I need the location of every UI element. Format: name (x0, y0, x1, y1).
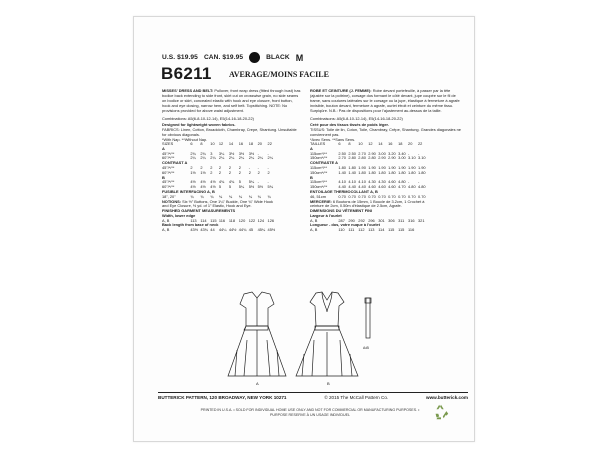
description: MISSES' DRESS AND BELT: Pullover, front wrap dress (fitted through bust) has bodice back extending to side front, skirt cut on crosswise grain, no side seams on bodice or skirt, concealed elastic with hook and eye closure, front button, hook and eye closing, narrow hem, and self belt. Topstitching. NOTE: No provisions provided for above waist adjustment. (162, 88, 301, 114)
table-cell: 2.80 (368, 155, 376, 161)
table-cell: 4½ (190, 184, 196, 190)
table-cell: 3½ (248, 150, 255, 156)
table-cell: 4.60 (368, 184, 376, 190)
table-cell: 2 (190, 164, 193, 170)
table-cell: 1.80 (368, 169, 376, 175)
table-cell: 118 (228, 217, 236, 223)
size-header-cell: 20 (257, 140, 262, 146)
table-cell: 111 (348, 227, 355, 233)
table-cell: - (408, 150, 410, 156)
table-cell: 3½ (228, 150, 235, 156)
table-cell: 0.70 (408, 193, 416, 199)
table-cell: 4.70 (398, 184, 406, 190)
table-cell: 0.70 (338, 193, 346, 199)
table-cell: 2.90 (388, 155, 396, 161)
table-cell: 4½ (210, 179, 216, 185)
label-ab: A•B (363, 346, 369, 350)
metrage-table (310, 142, 427, 233)
table-cell: 44½ (228, 227, 237, 233)
fabric-body-fr: TISSUS: Toile de lin, Coton, Toile, Chambray, Crêpe, Shantung. Grandes diagonales ne conviennent pas. (310, 126, 461, 137)
table-cell: 4.10 (338, 179, 346, 185)
size-header-cell: 18 (398, 140, 403, 146)
size-header-cell: 18 (248, 140, 254, 146)
table-cell: 1.80 (398, 169, 406, 175)
price-us: U.S. $19.95 (162, 54, 198, 61)
table-cell: 120 (238, 217, 246, 223)
row-label: 60"/*/** (162, 169, 175, 175)
table-cell: 1.90 (398, 164, 406, 170)
table-cell: 2¼ (190, 155, 196, 161)
table-cell: 2 (218, 164, 222, 170)
table-cell: 115 (388, 227, 395, 233)
table-cell: 301 (378, 217, 385, 223)
table-cell: 5¼ (238, 184, 245, 190)
table-cell: 4.40 (348, 184, 356, 190)
table-cell: 5 (218, 184, 222, 190)
table-cell: 4½ (200, 184, 206, 190)
section-title: FINISHED GARMENT MEASUREMENTS (162, 208, 236, 214)
combinations-fr: Combinaisons: A5(6-8-10-12-14), E5(14-16-18-20-22) (310, 116, 403, 122)
table-cell: 1½ (190, 169, 196, 175)
table-cell: 4.30 (378, 179, 386, 185)
french-column (310, 88, 462, 233)
belt-illustration (360, 296, 376, 346)
table-cell: 292 (358, 217, 365, 223)
table-cell: 287 (338, 217, 345, 223)
table-cell: 2 (218, 169, 222, 175)
size-header-cell: 8 (200, 140, 203, 146)
table-cell: 1.80 (348, 164, 356, 170)
table-cell: 44¼ (218, 227, 227, 233)
row-label: 60"/*/** (162, 155, 175, 161)
size-header-cell: 12 (218, 140, 224, 146)
size-header-cell: 16 (238, 140, 244, 146)
table-row (162, 228, 276, 233)
section-title: Longueur - dos, votre nuque à l'ourlet (310, 222, 380, 228)
size-header-cell: 6 (190, 140, 193, 146)
row-label: 45"/*/** (162, 150, 175, 156)
table-cell: 316 (408, 217, 415, 223)
section-title: Largeur à l'ourlet (310, 212, 342, 218)
table-cell: - (257, 179, 259, 185)
table-cell: 1.90 (378, 164, 386, 170)
table-cell: 306 (388, 217, 395, 223)
table-cell: ¾ (228, 193, 233, 199)
table-cell: 45 (248, 227, 254, 233)
section-title: A (162, 145, 165, 151)
table-cell: 4.60 (378, 184, 386, 190)
table-cell: 4.10 (348, 179, 356, 185)
table-cell: 2 (200, 164, 203, 170)
table-cell: 311 (398, 217, 405, 223)
table-cell: 2 (257, 169, 260, 175)
table-cell: 1.90 (408, 164, 416, 170)
table-cell: 5½ (248, 184, 255, 190)
table-row (310, 228, 427, 233)
table-cell: - (267, 150, 269, 156)
table-cell: 45¼ (257, 227, 266, 233)
fabric-title: Designed for lightweight woven fabrics. (162, 121, 236, 127)
table-cell: - (257, 164, 259, 170)
table-cell: 2¾ (200, 150, 206, 156)
table-cell: 2.90 (378, 155, 386, 161)
table-cell: 44 (210, 227, 215, 233)
size-header-cell: 16 (388, 140, 393, 146)
table-cell: - (267, 164, 269, 170)
table-cell: 1.80 (388, 169, 396, 175)
table-cell: 3.10 (418, 155, 426, 161)
table-cell: 0.70 (348, 193, 356, 199)
table-cell: ¾ (267, 193, 271, 199)
row-label: 150cm*/** (310, 184, 328, 190)
section-title: CONTRASTE A (310, 160, 338, 166)
table-cell: 2¼ (248, 155, 255, 161)
row-label: 115cm*/** (310, 164, 328, 170)
table-cell: 3.00 (378, 150, 386, 156)
table-cell: 110 (338, 227, 345, 233)
table-cell: 2 (210, 169, 213, 175)
table-cell: 0.70 (368, 193, 376, 199)
table-cell: 5½ (257, 184, 264, 190)
size-header-cell: 8 (348, 140, 351, 146)
table-cell: 4.10 (358, 179, 366, 185)
table-cell: 2¼ (200, 155, 206, 161)
nap-note: *With Nap. **Without Nap. (162, 136, 208, 142)
table-cell: 0.70 (388, 193, 396, 199)
table-cell: 5 (228, 184, 231, 190)
table-cell: 2¼ (228, 155, 235, 161)
table-cell: 3.20 (388, 150, 396, 156)
table-cell: - (248, 164, 251, 170)
table-cell: - (408, 179, 410, 185)
table-cell: 1.80 (408, 169, 416, 175)
row-label: 60"/*/** (162, 184, 175, 190)
table-cell: 2.80 (358, 155, 366, 161)
section-title: B (310, 174, 313, 180)
table-cell: 1.90 (418, 164, 426, 170)
section-title: ENTOILAGE THERMOCOLLANT A, B (310, 188, 378, 194)
sizes-label: TAILLES (310, 140, 326, 146)
table-cell: 1.80 (418, 169, 426, 175)
table-cell: ¾ (200, 193, 204, 199)
dress-b-illustration (292, 290, 362, 382)
table-cell: 2 (248, 169, 251, 175)
table-cell: 2¼ (218, 155, 225, 161)
table-cell: 1.40 (348, 169, 356, 175)
row-label: A, B (162, 227, 170, 233)
row-label: 115cm*/** (310, 150, 328, 156)
table-cell: 124 (257, 217, 265, 223)
table-cell: 5¾ (267, 184, 273, 190)
table-cell: 113 (368, 227, 375, 233)
table-cell: 2¾ (190, 150, 196, 156)
table-cell: 126 (267, 217, 275, 223)
table-cell: - (267, 179, 269, 185)
nap-note-fr: *Avec Sens. **Sans Sens. (310, 136, 356, 142)
table-cell: 116 (218, 217, 226, 223)
color-label: BLACK (266, 54, 290, 61)
table-cell: 43¾ (200, 227, 208, 233)
website: www.butterick.com (426, 395, 468, 400)
table-cell: 0.70 (398, 193, 406, 199)
label-b: B (327, 381, 330, 386)
row-label: 46, 51cm (310, 193, 327, 199)
table-cell: 0.70 (358, 193, 366, 199)
description-fr: ROBE ET CEINTURE (J. FEMME): Robe devant portefeuille, à passer par la tête (ajustée sur la poitrine), corsage dos formant le côté devant, jupe coupée sur le fil de trame, sans coutures latérales sur le corsage ou la jupe, élastique à fermeture à agrafe invisible, bouton devant, fermeture à agrafe, ourlet étroit et ceinture du même tissu. Surpiqûre. N.B.: Pas de dispositions pour l'ajustement au-dessus de la taille. (310, 88, 460, 114)
table-cell: 5¼ (248, 179, 255, 185)
section-title: Width, lower edge (162, 212, 196, 218)
table-cell: 2.50 (338, 150, 346, 156)
table-cell: 2.90 (368, 150, 376, 156)
table-cell: 4.80 (418, 184, 426, 190)
size-header-cell: 12 (368, 140, 373, 146)
size-header-cell: 10 (210, 140, 215, 146)
difficulty-label: AVERAGE/MOINS FACILE (229, 70, 329, 79)
row-label: A, B (162, 217, 170, 223)
table-cell: 4.40 (358, 184, 366, 190)
company-address: BUTTERICK PATTERN, 120 BROADWAY, NEW YORK 10271 (158, 395, 287, 400)
table-cell: ¾ (238, 193, 243, 199)
fabric-title-fr: Créé pour des tissus tissés de poids léger. (310, 121, 389, 127)
table-cell: 4.60 (388, 179, 396, 185)
table-cell: 0.70 (418, 193, 426, 199)
table-cell: 1.80 (378, 169, 386, 175)
table-cell: 4.40 (338, 184, 346, 190)
table-cell: 1.40 (338, 169, 346, 175)
table-cell: 1.90 (358, 164, 366, 170)
table-cell: ¾ (218, 193, 223, 199)
table-cell: - (257, 150, 259, 156)
notions: NOTIONS: Six ½" Buttons, One 1¼" Buckle, One ¾" Wide Hook and Eye Closure, ½ yd. of 1" Elastic, Hook and Eye. (162, 198, 273, 209)
table-cell: 1.80 (358, 169, 366, 175)
table-cell: 0.70 (378, 193, 386, 199)
table-cell: 4.80 (408, 184, 416, 190)
table-cell: 114 (378, 227, 385, 233)
table-cell: 4½ (190, 179, 196, 185)
table-cell: ¾ (190, 193, 194, 199)
section-title: A (310, 145, 313, 151)
table-cell: 4.80 (398, 179, 406, 185)
table-cell: 3.10 (408, 155, 416, 161)
table-cell: 114 (200, 217, 207, 223)
size-header-cell: 6 (338, 140, 341, 146)
size-header-cell: 10 (358, 140, 363, 146)
color-dot-icon (249, 52, 260, 63)
table-cell: 2 (238, 164, 241, 170)
sizes-label: SIZES (162, 140, 174, 146)
yardage-table (162, 142, 276, 233)
table-cell: 2.70 (338, 155, 346, 161)
size-header-cell: 22 (418, 140, 423, 146)
table-cell: 2¼ (257, 155, 264, 161)
row-label: 150cm*/** (310, 169, 328, 175)
table-cell: 3¼ (218, 150, 225, 156)
table-cell: 2 (228, 164, 231, 170)
table-cell: 116 (408, 227, 415, 233)
table-cell: 2.70 (358, 150, 366, 156)
table-cell: 112 (358, 227, 365, 233)
table-cell: 4.60 (388, 184, 396, 190)
table-cell: 321 (418, 217, 425, 223)
table-cell: 1.90 (388, 164, 396, 170)
size-header-cell: 20 (408, 140, 413, 146)
copyright: © 2015 The McCall Pattern Co. (324, 395, 389, 400)
table-cell: 2¼ (210, 155, 216, 161)
combinations: Combinations: A5(6-8-10-12-14), E5(14-16-18-20-22) (162, 116, 254, 122)
section-title: B (162, 174, 165, 180)
label-a: A (256, 381, 259, 386)
table-cell: 2.50 (348, 150, 356, 156)
footer (158, 392, 468, 400)
table-cell: 2 (238, 169, 241, 175)
table-cell: 4½ (200, 179, 206, 185)
english-column (162, 88, 302, 233)
table-cell: 4½ (210, 184, 216, 190)
recycle-icon (432, 403, 450, 421)
section-title: Back length from base of neck (162, 222, 219, 228)
size-header-cell: 14 (228, 140, 234, 146)
table-cell: 3 (210, 150, 213, 156)
table-cell: 5 (238, 179, 241, 185)
row-label: 115cm*/** (310, 179, 328, 185)
size-header-cell: 14 (378, 140, 383, 146)
table-cell: 113 (190, 217, 197, 223)
pattern-number: B6211 (161, 64, 212, 83)
table-cell: - (418, 150, 420, 156)
fabric-body: FABRICS: Linen, Cotton, Broadcloth, Chambray, Crepe, Shantung. Unsuitable for obvious diagonals. (162, 126, 297, 137)
dress-a-back-illustration (222, 290, 292, 382)
table-cell: 3.40 (398, 150, 406, 156)
table-cell: 4.30 (368, 179, 376, 185)
table-cell: - (418, 179, 420, 185)
table-cell: 3.00 (398, 155, 406, 161)
table-cell: ¾ (248, 193, 252, 199)
table-cell: 3½ (238, 150, 245, 156)
row-label: 45"/*/** (162, 179, 175, 185)
table-cell: 2¼ (267, 155, 273, 161)
table-cell: ¾ (210, 193, 214, 199)
table-cell: 2 (267, 169, 270, 175)
table-cell: 1½ (200, 169, 206, 175)
table-cell: 45½ (267, 227, 276, 233)
table-cell: 4¾ (218, 179, 225, 185)
row-label: 150cm*/** (310, 155, 328, 161)
table-cell: 296 (368, 217, 375, 223)
table-cell: 44¾ (238, 227, 247, 233)
table-cell: 290 (348, 217, 355, 223)
price-can: CAN. $19.95 (203, 54, 244, 61)
row-label: 18", 20" (162, 193, 176, 199)
section-title: DIMENSIONS DU VÊTEMENT FINI (310, 208, 373, 214)
table-cell: 1.90 (368, 164, 376, 170)
table-cell: 2.80 (348, 155, 356, 161)
table-cell: 2¼ (238, 155, 245, 161)
table-cell: 4¾ (228, 179, 235, 185)
table-cell: 2 (228, 169, 231, 175)
row-label: A, B (310, 227, 318, 233)
size-letter: M (295, 52, 304, 63)
table-cell: 2 (210, 164, 213, 170)
table-cell: 115 (398, 227, 405, 233)
table-cell: 1.80 (338, 164, 346, 170)
row-label: 45"/*/** (162, 164, 175, 170)
size-header-cell: 22 (267, 140, 272, 146)
price-row (162, 52, 303, 63)
table-cell: 122 (248, 217, 256, 223)
table-cell: 43½ (190, 227, 198, 233)
section-title: FUSIBLE INTERFACING A, B (162, 188, 215, 194)
notions: MERCERIE: 6 Boutons de 15mm, 1 Boucle de 3.2cm, 1 Crochet à ceinture de 2cm, 0.50m d'élastique de 2.5cm, Agrafe. (310, 198, 425, 209)
row-label: A, B (310, 217, 318, 223)
table-cell: ¾ (257, 193, 261, 199)
section-title: CONTRAST A (162, 160, 188, 166)
table-cell: 115 (210, 217, 217, 223)
legal-text: PRINTED IN U.S.A. • SOLD FOR INDIVIDUAL HOME USE ONLY AND NOT FOR COMMERCIAL OR MANUFACTURING PURPOSES. • PURPOSE RESERVE À UN USAGE INDIVIDUEL (200, 408, 420, 417)
